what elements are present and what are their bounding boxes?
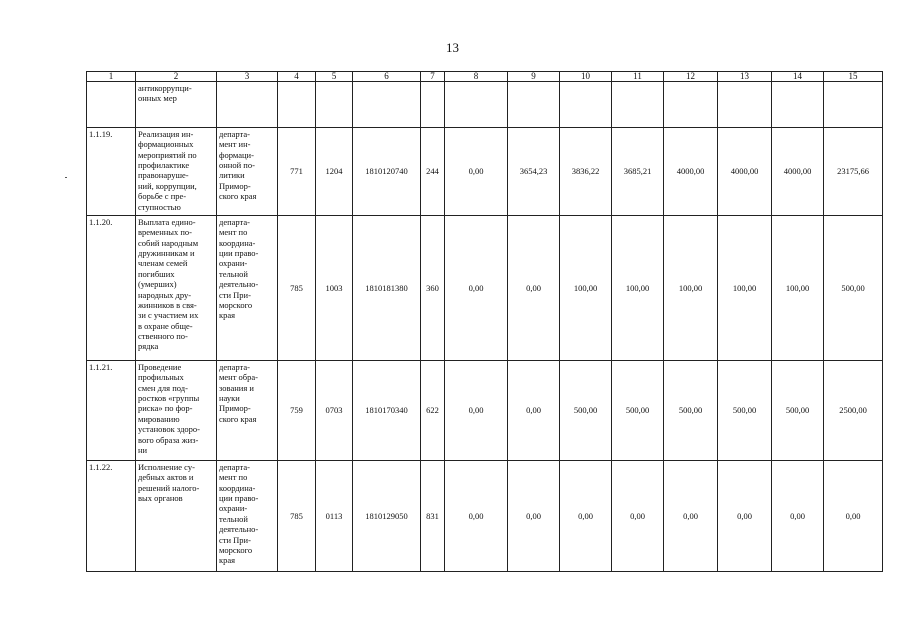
column-number: 1 bbox=[87, 72, 136, 82]
row-cell: 500,00 bbox=[718, 361, 772, 461]
row-cell: 0,00 bbox=[718, 461, 772, 572]
row-activity: антикоррупци- онных мер bbox=[136, 82, 217, 128]
row-cell: 500,00 bbox=[772, 361, 824, 461]
row-executor: департа- мент обра- зования и науки Примор- ского края bbox=[217, 361, 278, 461]
column-number: 9 bbox=[508, 72, 560, 82]
column-number: 3 bbox=[217, 72, 278, 82]
row-cell: 0,00 bbox=[508, 461, 560, 572]
column-number: 10 bbox=[560, 72, 612, 82]
row-cell: 0,00 bbox=[445, 216, 508, 361]
column-number: 7 bbox=[421, 72, 445, 82]
row-cell: 0,00 bbox=[824, 461, 883, 572]
row-cell: 100,00 bbox=[772, 216, 824, 361]
row-code: 1.1.22. bbox=[87, 461, 136, 572]
row-cell: 831 bbox=[421, 461, 445, 572]
row-cell bbox=[421, 82, 445, 128]
scan-speck bbox=[65, 177, 67, 178]
row-cell bbox=[445, 82, 508, 128]
table-row bbox=[87, 461, 883, 572]
row-cell bbox=[718, 82, 772, 128]
row-cell: 1810129050 bbox=[353, 461, 421, 572]
program-activities-table bbox=[86, 71, 883, 572]
row-cell: 2500,00 bbox=[824, 361, 883, 461]
row-cell: 100,00 bbox=[718, 216, 772, 361]
row-cell bbox=[824, 82, 883, 128]
row-cell: 0113 bbox=[316, 461, 353, 572]
row-cell: 100,00 bbox=[612, 216, 664, 361]
row-cell: 23175,66 bbox=[824, 128, 883, 216]
row-executor bbox=[217, 82, 278, 128]
row-cell: 360 bbox=[421, 216, 445, 361]
row-cell: 4000,00 bbox=[772, 128, 824, 216]
row-cell: 0,00 bbox=[508, 216, 560, 361]
row-cell: 4000,00 bbox=[718, 128, 772, 216]
row-cell: 4000,00 bbox=[664, 128, 718, 216]
row-cell bbox=[560, 82, 612, 128]
row-code: 1.1.19. bbox=[87, 128, 136, 216]
table-row bbox=[87, 361, 883, 461]
column-number: 11 bbox=[612, 72, 664, 82]
row-cell: 1003 bbox=[316, 216, 353, 361]
row-cell: 3685,21 bbox=[612, 128, 664, 216]
row-activity: Исполнение су- дебных актов и решений налого- вых органов bbox=[136, 461, 217, 572]
row-cell bbox=[278, 82, 316, 128]
column-number: 8 bbox=[445, 72, 508, 82]
row-cell bbox=[508, 82, 560, 128]
row-cell: 785 bbox=[278, 216, 316, 361]
table-row bbox=[87, 128, 883, 216]
row-cell: 100,00 bbox=[664, 216, 718, 361]
row-code: 1.1.21. bbox=[87, 361, 136, 461]
row-activity: Проведение профильных смен для под- ростков «группы риска» по фор- мированию установок здоро- вого образа жиз- ни bbox=[136, 361, 217, 461]
row-cell: 500,00 bbox=[664, 361, 718, 461]
row-cell: 0,00 bbox=[664, 461, 718, 572]
row-cell: 0,00 bbox=[445, 128, 508, 216]
row-cell: 0703 bbox=[316, 361, 353, 461]
row-executor: департа- мент по координа- ции право- охрани- тельной деятельно- сти При- морского края bbox=[217, 216, 278, 361]
row-cell: 1810181380 bbox=[353, 216, 421, 361]
row-cell: 500,00 bbox=[824, 216, 883, 361]
column-number-row bbox=[87, 72, 883, 82]
column-number: 15 bbox=[824, 72, 883, 82]
column-number: 14 bbox=[772, 72, 824, 82]
row-cell bbox=[772, 82, 824, 128]
row-cell: 500,00 bbox=[560, 361, 612, 461]
row-cell: 244 bbox=[421, 128, 445, 216]
row-cell: 0,00 bbox=[612, 461, 664, 572]
row-cell: 0,00 bbox=[560, 461, 612, 572]
row-activity: Реализация ин- формационных мероприятий по профилактике правонаруше- ний, коррупции, борьбе с пре- ступностью bbox=[136, 128, 217, 216]
row-cell: 785 bbox=[278, 461, 316, 572]
row-cell: 3836,22 bbox=[560, 128, 612, 216]
row-cell: 1810120740 bbox=[353, 128, 421, 216]
column-number: 4 bbox=[278, 72, 316, 82]
row-cell: 0,00 bbox=[445, 461, 508, 572]
row-cell: 500,00 bbox=[612, 361, 664, 461]
row-cell bbox=[316, 82, 353, 128]
row-cell bbox=[612, 82, 664, 128]
row-cell: 622 bbox=[421, 361, 445, 461]
row-cell bbox=[353, 82, 421, 128]
row-cell: 0,00 bbox=[772, 461, 824, 572]
column-number: 6 bbox=[353, 72, 421, 82]
row-executor: департа- мент по координа- ции право- охрани- тельной деятельно- сти При- морского края bbox=[217, 461, 278, 572]
row-cell: 100,00 bbox=[560, 216, 612, 361]
row-cell bbox=[664, 82, 718, 128]
row-cell: 1204 bbox=[316, 128, 353, 216]
column-number: 13 bbox=[718, 72, 772, 82]
column-number: 5 bbox=[316, 72, 353, 82]
page-number: 13 bbox=[446, 40, 459, 55]
row-code bbox=[87, 82, 136, 128]
row-code: 1.1.20. bbox=[87, 216, 136, 361]
row-cell: 0,00 bbox=[508, 361, 560, 461]
row-cell: 1810170340 bbox=[353, 361, 421, 461]
column-number: 12 bbox=[664, 72, 718, 82]
table-row bbox=[87, 216, 883, 361]
row-cell: 3654,23 bbox=[508, 128, 560, 216]
row-activity: Выплата едино- временных по- собий народным дружинникам и членам семей погибших (умерших) народных дру- жинников в свя- зи с участием их в охране обще- ственного по- рядка bbox=[136, 216, 217, 361]
row-cell: 0,00 bbox=[445, 361, 508, 461]
row-cell: 771 bbox=[278, 128, 316, 216]
column-number: 2 bbox=[136, 72, 217, 82]
table-row bbox=[87, 82, 883, 128]
row-executor: департа- мент ин- формаци- онной по- литики Примор- ского края bbox=[217, 128, 278, 216]
row-cell: 759 bbox=[278, 361, 316, 461]
